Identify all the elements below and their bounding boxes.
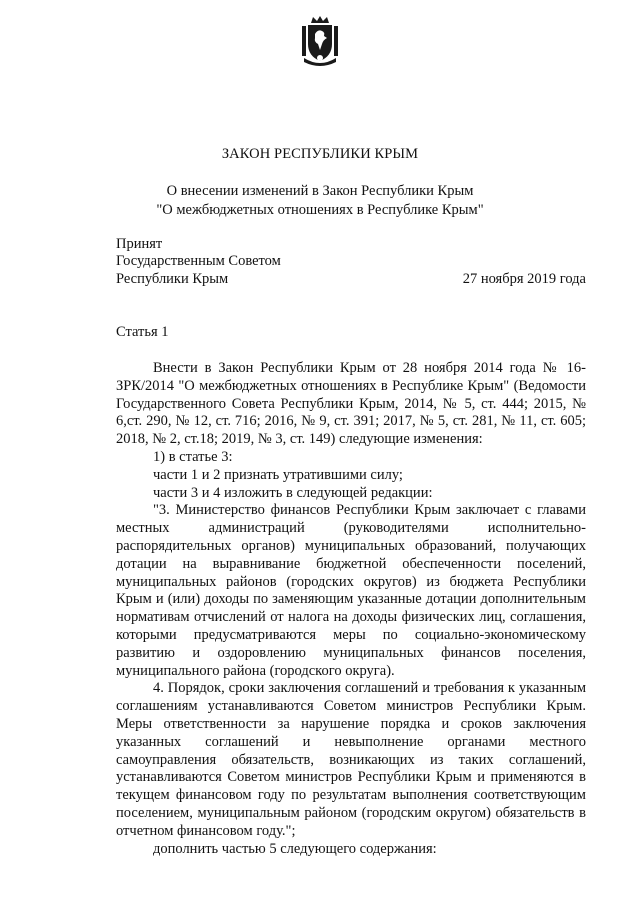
law-subtitle-line2: "О межбюджетных отношениях в Республике Крым" xyxy=(156,202,484,218)
article-paragraph: "3. Министерство финансов Республики Крым заключает с главами местных администраций (руководителями исполнительно-распорядительных органов) муниципальных образований, получающих дотации на выравнивание бюджетной обеспеченности поселений, муниципальных районов (городских округов) из бюджета Республики Крым и (или) доходы по заменяющим указанные дотации дополнительным нормативам отчислений от налога на доходы физических лиц, соглашения, которыми предусматриваются меры по социально-экономическому развитию и оздоровлению муниципальных финансов поселения, муниципального района (городского округа). xyxy=(116,502,586,679)
article-paragraph: части 1 и 2 признать утратившими силу; xyxy=(153,466,403,483)
article-paragraph: части 3 и 4 изложить в следующей редакции: xyxy=(153,484,433,501)
article-heading: Статья 1 xyxy=(116,324,169,340)
adopted-by-line2: Республики Крым xyxy=(116,271,229,287)
adoption-date: 27 ноября 2019 года xyxy=(462,271,586,287)
coat-of-arms-icon xyxy=(298,14,342,66)
article-paragraph: 1) в статье 3: xyxy=(153,448,233,465)
article-body xyxy=(116,360,586,858)
adopted-label: Принят xyxy=(116,236,163,252)
article-paragraph: Внести в Закон Республики Крым от 28 ноября 2014 года № 16-ЗРК/2014 "О межбюджетных отношениях в Республике Крым" (Ведомости Государственного Совета Республики Крым, 2014, № 5, ст. 444; 2015, № 6,ст. 290, № 12, ст. 716; 2016, № 9, ст. 391; 2017, № 5, ст. 281, № 11, ст. 605; 2018, № 2, ст.18; 2019, № 3, ст. 149) следующие изменения: xyxy=(116,360,586,448)
adopted-by-line1: Государственным Советом xyxy=(116,253,281,269)
article-paragraph: дополнить частью 5 следующего содержания: xyxy=(153,840,437,857)
article-paragraph: 4. Порядок, сроки заключения соглашений и требования к указанным соглашениям устанавливаются Советом министров Республики Крым. Меры ответственности за нарушение порядка и сроков заключения указанных соглашений и невыполнение органами местного самоуправления обязательств, возникающих из таких соглашений, устанавливаются Советом министров Республики Крым и применяются в текущем финансовом году по результатам выполнения соответствующим поселением, муниципальным районом (городским округом) обязательств в отчетном финансовом году."; xyxy=(116,680,586,839)
law-subtitle-line1: О внесении изменений в Закон Республики Крым xyxy=(166,183,474,199)
law-title: ЗАКОН РЕСПУБЛИКИ КРЫМ xyxy=(221,146,419,162)
